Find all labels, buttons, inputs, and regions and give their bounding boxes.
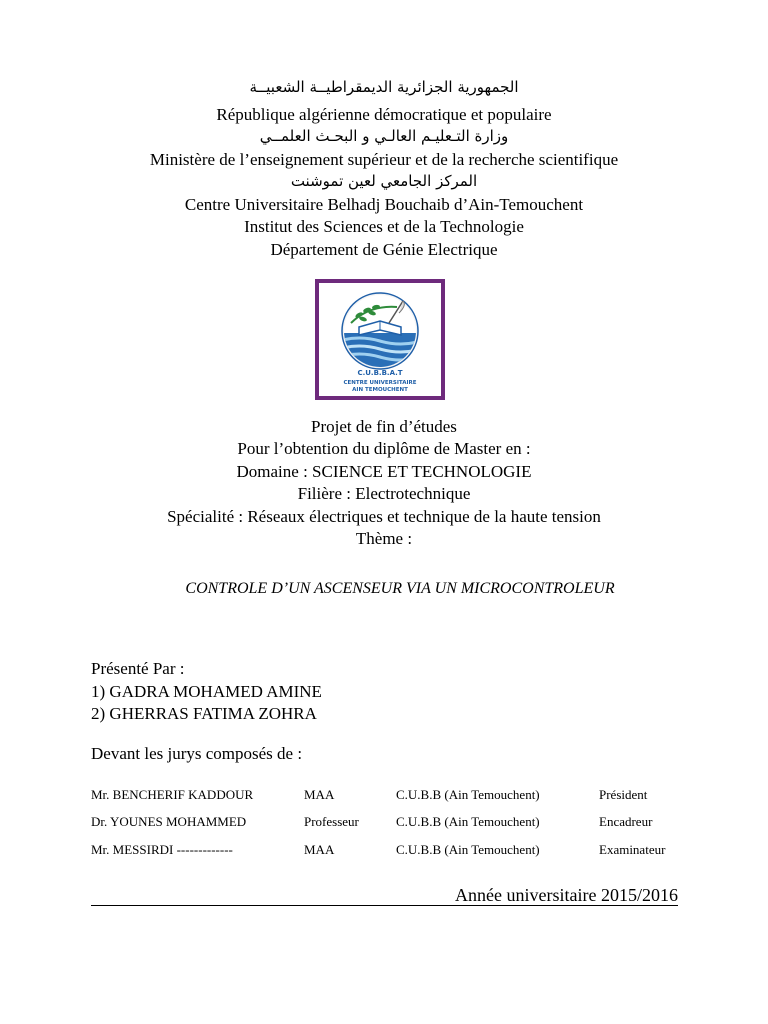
jury-role: Examinateur [599,842,666,857]
project-purpose: Pour l’obtention du diplôme de Master en : [237,439,531,458]
jury-grade: MAA [304,787,335,802]
jury-institution: C.U.B.B (Ain Temouchent) [396,787,540,802]
center-line: Centre Universitaire Belhadj Bouchaib d’Ain-Temouchent [184,195,584,214]
jury-name: Mr. MESSIRDI ------------- [91,842,233,857]
jury-grade: MAA [304,842,335,857]
project-specialty: Spécialité : Réseaux électriques et technique de la haute tension [167,507,601,526]
arabic-center-line: المركز الجامعي لعين تموشنت [290,172,478,190]
presenters-label: Présenté Par : [91,659,185,678]
logo-line2: AIN TEMOUCHENT [352,387,408,393]
jury-grade: Professeur [304,814,359,829]
jury-institution: C.U.B.B (Ain Temouchent) [396,814,540,829]
jury-name: Dr. YOUNES MOHAMMED [91,814,247,829]
jury-role: Président [599,787,648,802]
jury-name: Mr. BENCHERIF KADDOUR [91,787,254,802]
project-type: Projet de fin d’études [311,417,457,436]
jury-role: Encadreur [599,814,653,829]
ministry-line: Ministère de l’enseignement supérieur et de la recherche scientifique [149,150,619,169]
project-field: Filière : Electrotechnique [297,484,471,503]
theme-title: CONTROLE D’UN ASCENSEUR VIA UN MICROCONTROLEUR [185,580,615,597]
logo-line1: CENTRE UNIVERSITAIRE [343,380,417,386]
presenter-1: 1) GADRA MOHAMED AMINE [91,682,322,701]
jury-institution: C.U.B.B (Ain Temouchent) [396,842,540,857]
university-logo-icon [319,283,441,396]
university-logo [315,279,445,400]
jury-label: Devant les jurys composés de : [91,744,303,763]
academic-year: Année universitaire 2015/2016 [455,885,678,905]
presenter-2: 2) GHERRAS FATIMA ZOHRA [91,704,317,723]
arabic-republic-line: الجمهورية الجزائرية الديمقراطيــة الشعبيــة [249,78,519,96]
footer-rule [91,905,678,906]
project-domain: Domaine : SCIENCE ET TECHNOLOGIE [236,462,532,481]
republic-line: République algérienne démocratique et populaire [216,105,552,124]
institute-line: Institut des Sciences et de la Technologie [244,217,524,236]
department-line: Département de Génie Electrique [270,240,498,259]
theme-label: Thème : [355,529,413,548]
logo-acronym: C.U.B.B.A.T [357,369,403,377]
arabic-ministry-line: وزارة التـعليـم العالـي و البحـث العلمــي [259,127,509,145]
